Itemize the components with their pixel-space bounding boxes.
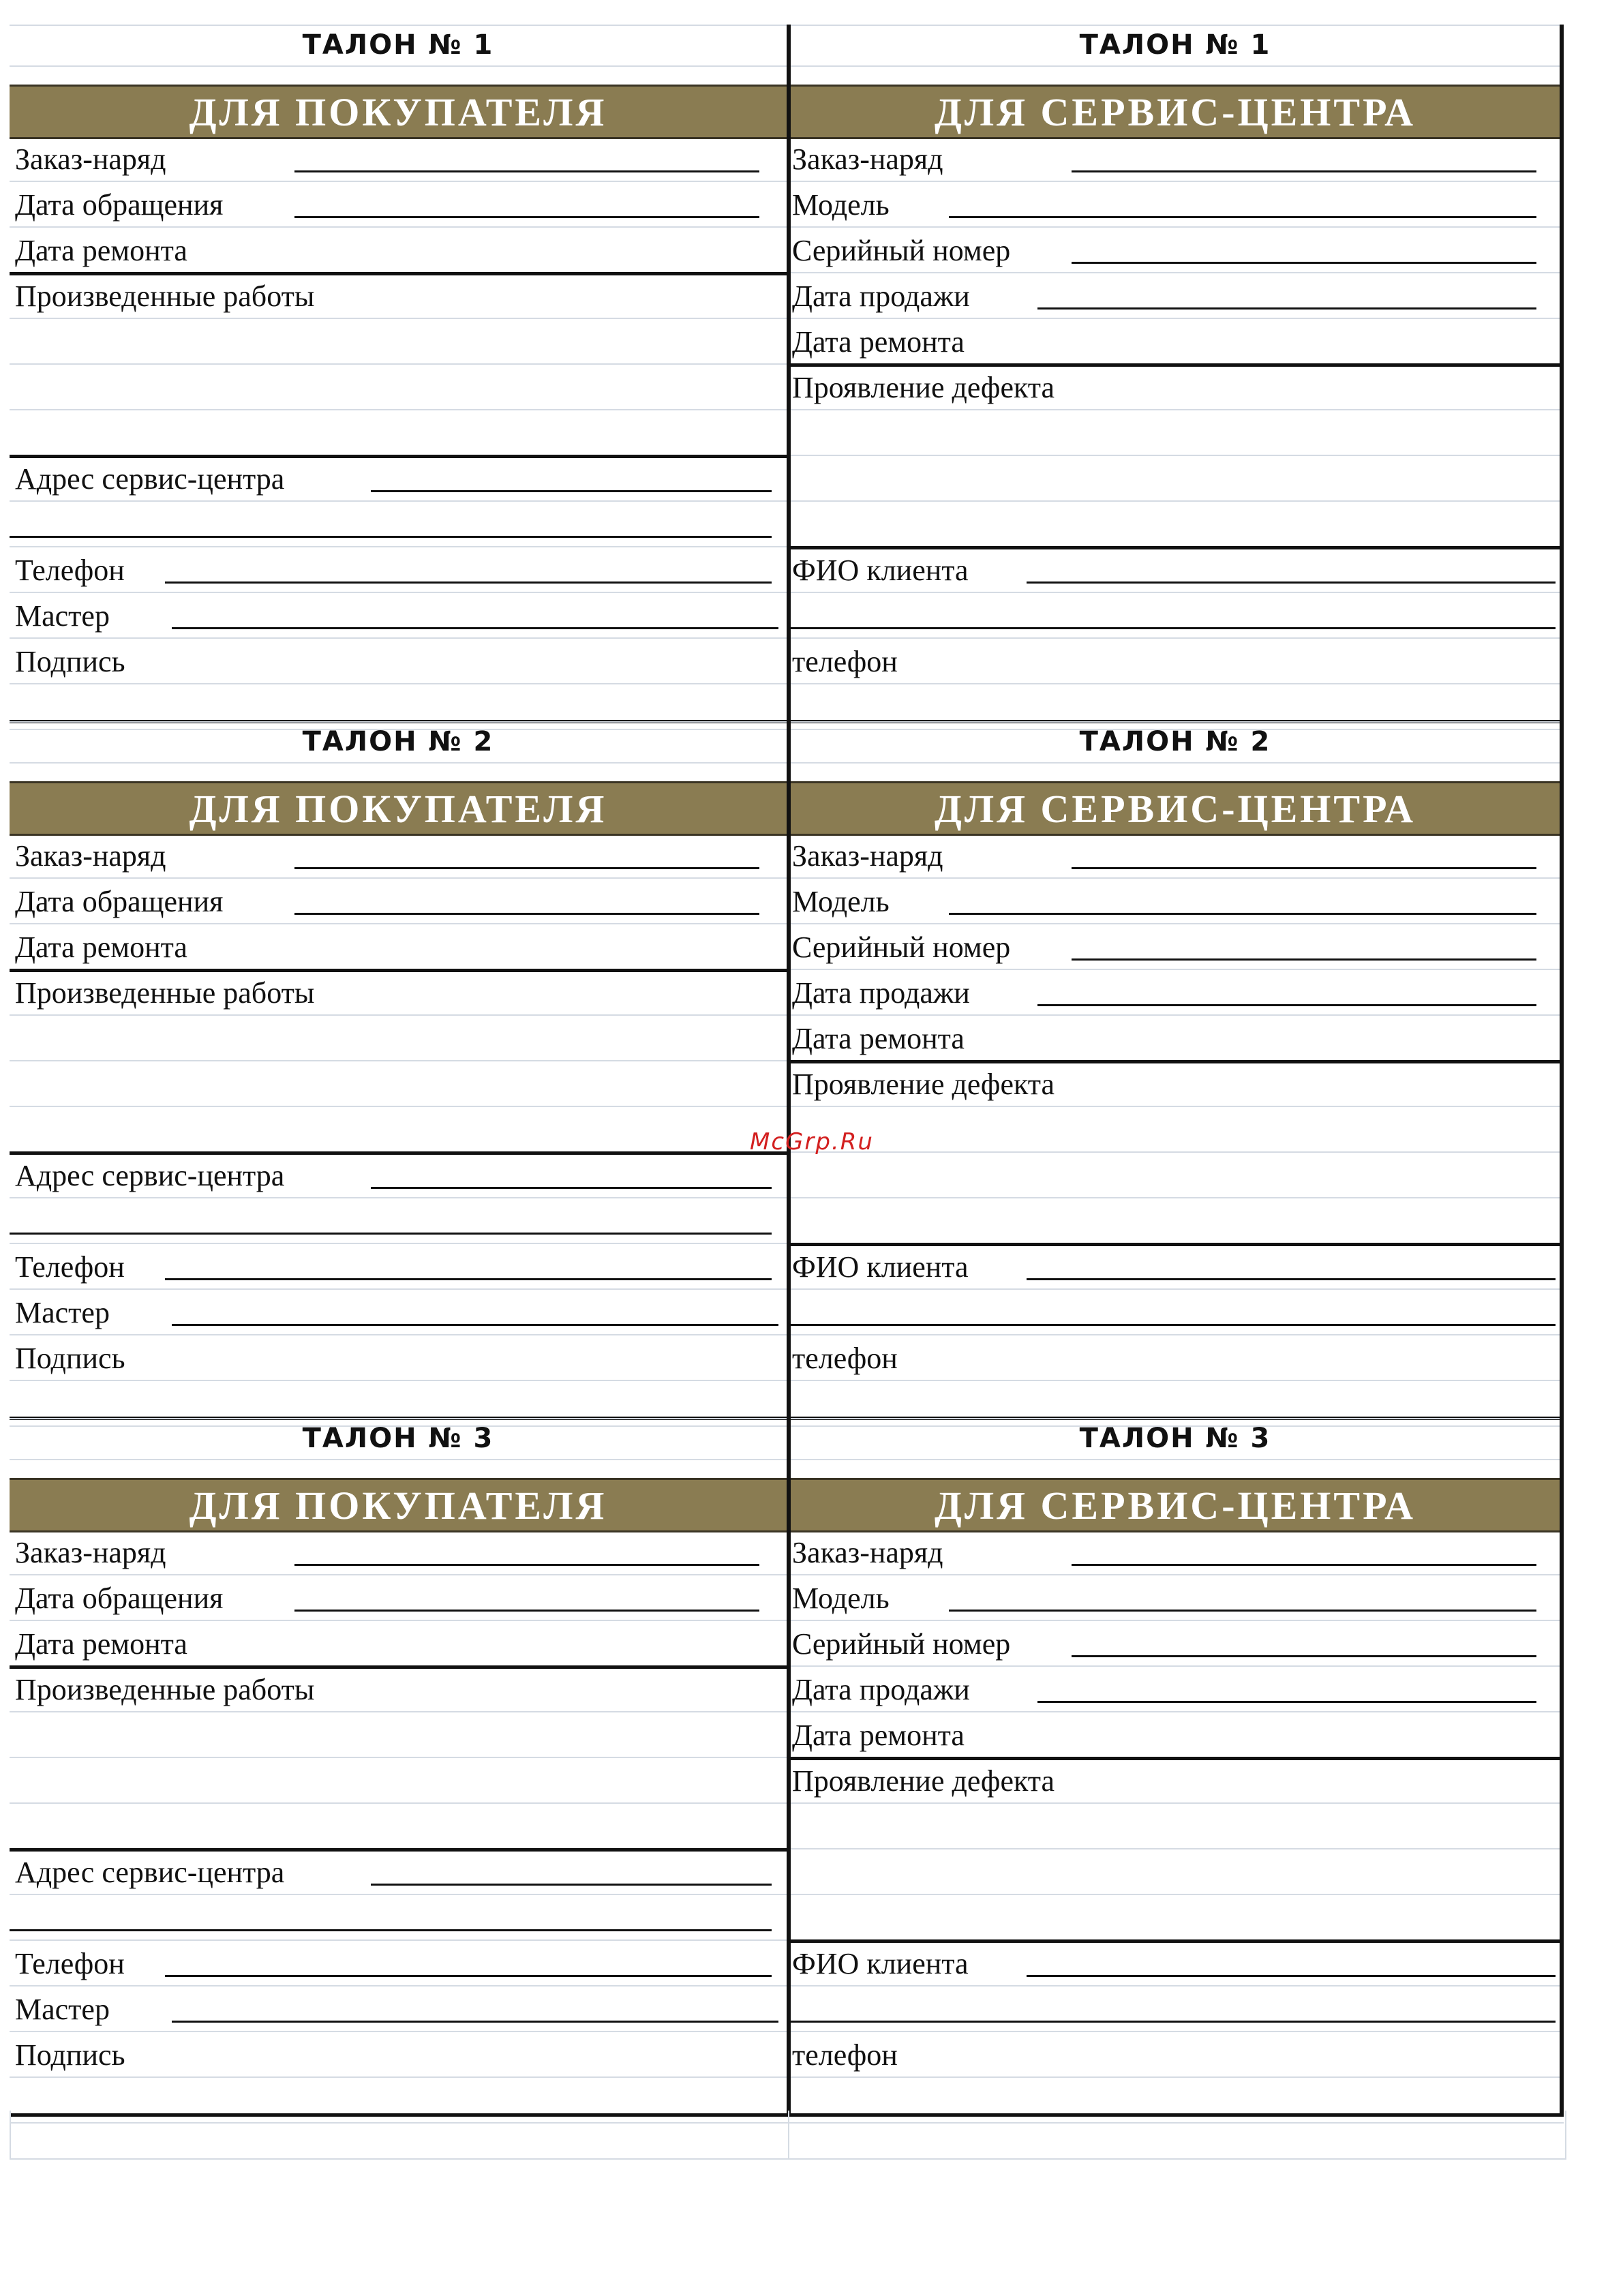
works-done-label: Произведенные работы — [15, 1673, 315, 1706]
service-coupon — [787, 721, 1564, 1418]
grid-line — [787, 65, 1564, 67]
grid-line — [10, 1197, 787, 1198]
repair-date-label: Дата ремонта — [15, 234, 187, 267]
section-divider — [787, 1939, 1564, 1943]
sale-date-field[interactable] — [1037, 307, 1536, 309]
service-address-label: Адрес сервис-центра — [15, 1856, 285, 1889]
client-name-field-2[interactable] — [787, 627, 1556, 629]
grid-line — [787, 1418, 1564, 1419]
section-header: ДЛЯ СЕРВИС-ЦЕНТРА — [787, 1478, 1564, 1532]
request-date-field[interactable] — [294, 913, 759, 915]
section-divider — [787, 1243, 1564, 1246]
grid-line — [10, 363, 787, 365]
client-name-field[interactable] — [1027, 1278, 1556, 1280]
coupon-1 — [10, 25, 1564, 721]
section-divider — [787, 363, 1564, 367]
section-divider — [10, 455, 787, 458]
section-header: ДЛЯ СЕРВИС-ЦЕНТРА — [787, 85, 1564, 139]
serial-number-field[interactable] — [1072, 262, 1536, 264]
right-border — [1560, 1418, 1564, 2115]
grid-line — [10, 1106, 787, 1107]
section-divider — [787, 1060, 1564, 1063]
service-address-field[interactable] — [371, 1884, 772, 1886]
order-number-field[interactable] — [1072, 1564, 1536, 1566]
grid-line — [10, 923, 787, 924]
signature-label: Подпись — [15, 2038, 125, 2072]
client-name-label: ФИО клиента — [792, 1250, 969, 1284]
grid-line — [787, 25, 1564, 26]
grid-line — [10, 1985, 787, 1987]
grid-line — [10, 683, 787, 684]
grid-line — [787, 1665, 1564, 1667]
grid-line — [787, 1802, 1564, 1804]
service-address-label: Адрес сервис-центра — [15, 1159, 285, 1192]
client-name-field[interactable] — [1027, 581, 1556, 584]
grid-line — [787, 1106, 1564, 1107]
request-date-field[interactable] — [294, 1610, 759, 1612]
grid-line — [10, 1757, 787, 1758]
grid-line — [787, 1711, 1564, 1712]
client-phone-label: телефон — [792, 1342, 898, 1375]
order-number-field[interactable] — [1072, 867, 1536, 869]
request-date-label: Дата обращения — [15, 1582, 224, 1615]
cut-line — [787, 1418, 791, 2115]
grid-line — [10, 1574, 787, 1575]
coupon-title: ТАЛОН № 3 — [1079, 1423, 1271, 1454]
master-label: Мастер — [15, 599, 110, 633]
grid-line — [787, 721, 1564, 723]
signature-label: Подпись — [15, 1342, 125, 1375]
grid-line — [10, 1288, 787, 1290]
grid-line — [10, 1894, 787, 1895]
client-phone-label: телефон — [792, 645, 898, 678]
grid-line — [787, 923, 1564, 924]
sale-date-label: Дата продажи — [792, 976, 970, 1010]
client-name-label: ФИО клиента — [792, 1947, 969, 1980]
grid-line — [10, 25, 787, 26]
order-number-label: Заказ-наряд — [792, 1536, 943, 1569]
cut-line — [787, 721, 791, 1418]
repair-date-label: Дата ремонта — [15, 931, 187, 964]
order-number-label: Заказ-наряд — [15, 839, 166, 873]
service-address-field-2[interactable] — [10, 1233, 772, 1235]
phone-field[interactable] — [165, 1975, 772, 1977]
right-border — [1560, 721, 1564, 1418]
phone-label: Телефон — [15, 1250, 125, 1284]
sale-date-field[interactable] — [1037, 1701, 1536, 1703]
repair-date-label: Дата ремонта — [15, 1627, 187, 1661]
model-field[interactable] — [949, 1610, 1536, 1612]
service-coupon — [787, 25, 1564, 721]
grid-line — [787, 1459, 1564, 1460]
request-date-label: Дата обращения — [15, 885, 224, 918]
repair-date-label: Дата ремонта — [792, 1022, 965, 1055]
grid-line — [787, 1894, 1564, 1895]
model-field[interactable] — [949, 216, 1536, 218]
model-label: Модель — [792, 885, 890, 918]
grid-line — [787, 1574, 1564, 1575]
section-divider — [10, 969, 787, 972]
phone-label: Телефон — [15, 1947, 125, 1980]
grid-line — [10, 1334, 787, 1335]
grid-line — [10, 2031, 787, 2032]
model-label: Модель — [792, 188, 890, 222]
grid-line — [10, 500, 787, 502]
watermark: McGrp.Ru — [750, 1128, 874, 1155]
serial-number-field[interactable] — [1072, 958, 1536, 961]
grid-line — [10, 1802, 787, 1804]
service-address-field[interactable] — [371, 490, 772, 492]
grid-line — [787, 2076, 1564, 2078]
grid-line — [10, 2076, 787, 2078]
grid-line — [787, 500, 1564, 502]
grid-line — [787, 1620, 1564, 1621]
model-label: Модель — [792, 1582, 890, 1615]
grid-line — [787, 2031, 1564, 2032]
section-divider — [10, 1665, 787, 1669]
right-border — [1560, 25, 1564, 721]
grid-line — [787, 181, 1564, 182]
grid-line — [787, 1151, 1564, 1153]
service-coupon — [787, 1418, 1564, 2115]
section-divider — [10, 1848, 787, 1852]
grid-line — [787, 592, 1564, 593]
grid-line — [10, 409, 787, 410]
grid-line — [10, 65, 787, 67]
grid-line — [787, 226, 1564, 228]
grid-line — [10, 721, 787, 723]
coupon-3 — [10, 1418, 1564, 2115]
order-number-field[interactable] — [1072, 170, 1536, 172]
buyer-coupon — [10, 1418, 787, 2115]
grid-line — [787, 409, 1564, 410]
grid-line — [10, 762, 787, 764]
grid-line — [787, 1197, 1564, 1198]
serial-number-label: Серийный номер — [792, 1627, 1011, 1661]
section-header: ДЛЯ ПОКУПАТЕЛЯ — [10, 85, 787, 139]
coupon-title: ТАЛОН № 1 — [1079, 29, 1271, 61]
repair-date-label: Дата ремонта — [792, 1719, 965, 1752]
grid-line — [787, 1848, 1564, 1849]
grid-line — [787, 762, 1564, 764]
grid-line — [10, 318, 787, 319]
coupon-sheet — [10, 25, 1564, 2134]
service-address-field-2[interactable] — [10, 536, 772, 538]
grid-line — [10, 1939, 787, 1941]
buyer-coupon — [10, 25, 787, 721]
grid-line — [787, 455, 1564, 456]
grid-line — [787, 683, 1564, 684]
grid-line — [787, 1288, 1564, 1290]
section-divider — [10, 272, 787, 275]
service-address-field[interactable] — [371, 1187, 772, 1189]
defect-label: Проявление дефекта — [792, 1068, 1055, 1101]
client-name-field[interactable] — [1027, 1975, 1556, 1977]
section-divider — [787, 1757, 1564, 1760]
master-field[interactable] — [172, 2021, 778, 2023]
works-done-label: Произведенные работы — [15, 976, 315, 1010]
order-number-field[interactable] — [294, 1564, 759, 1566]
coupon-2 — [10, 721, 1564, 1418]
master-label: Мастер — [15, 1993, 110, 2026]
serial-number-field[interactable] — [1072, 1655, 1536, 1657]
order-number-label: Заказ-наряд — [15, 142, 166, 176]
section-header: ДЛЯ СЕРВИС-ЦЕНТРА — [787, 781, 1564, 836]
phone-field[interactable] — [165, 581, 772, 584]
service-address-field-2[interactable] — [10, 1929, 772, 1931]
sale-date-label: Дата продажи — [792, 1673, 970, 1706]
grid-line — [787, 1334, 1564, 1335]
coupon-title: ТАЛОН № 3 — [302, 1423, 494, 1454]
client-name-field-2[interactable] — [787, 1324, 1556, 1326]
empty-row — [10, 2111, 1566, 2160]
section-header: ДЛЯ ПОКУПАТЕЛЯ — [10, 781, 787, 836]
serial-number-label: Серийный номер — [792, 931, 1011, 964]
grid-line — [10, 877, 787, 879]
cut-line — [787, 25, 791, 721]
repair-date-label: Дата ремонта — [792, 325, 965, 359]
grid-line — [10, 1459, 787, 1460]
defect-label: Проявление дефекта — [792, 1764, 1055, 1798]
order-number-field[interactable] — [294, 170, 759, 172]
grid-line — [10, 637, 787, 639]
client-name-label: ФИО клиента — [792, 554, 969, 587]
order-number-label: Заказ-наряд — [792, 142, 943, 176]
serial-number-label: Серийный номер — [792, 234, 1011, 267]
grid-line — [10, 1418, 787, 1419]
grid-line — [787, 1014, 1564, 1016]
works-done-label: Произведенные работы — [15, 280, 315, 313]
service-address-label: Адрес сервис-центра — [15, 462, 285, 496]
request-date-label: Дата обращения — [15, 188, 224, 222]
phone-field[interactable] — [165, 1278, 772, 1280]
grid-line — [10, 226, 787, 228]
model-field[interactable] — [949, 913, 1536, 915]
grid-line — [10, 1380, 787, 1381]
sale-date-label: Дата продажи — [792, 280, 970, 313]
grid-line — [10, 546, 787, 547]
coupon-title: ТАЛОН № 1 — [302, 29, 494, 61]
grid-line — [10, 1620, 787, 1621]
master-label: Мастер — [15, 1296, 110, 1329]
master-field[interactable] — [172, 1324, 778, 1326]
grid-line — [787, 318, 1564, 319]
defect-label: Проявление дефекта — [792, 371, 1055, 404]
coupon-title: ТАЛОН № 2 — [1079, 726, 1271, 757]
section-header: ДЛЯ ПОКУПАТЕЛЯ — [10, 1478, 787, 1532]
order-number-field[interactable] — [294, 867, 759, 869]
signature-label: Подпись — [15, 645, 125, 678]
sale-date-field[interactable] — [1037, 1004, 1536, 1006]
grid-line — [10, 592, 787, 593]
request-date-field[interactable] — [294, 216, 759, 218]
grid-line — [787, 877, 1564, 879]
grid-line — [10, 1711, 787, 1712]
client-name-field-2[interactable] — [787, 2021, 1556, 2023]
phone-label: Телефон — [15, 554, 125, 587]
order-number-label: Заказ-наряд — [15, 1536, 166, 1569]
grid-line — [10, 181, 787, 182]
master-field[interactable] — [172, 627, 778, 629]
grid-line — [787, 272, 1564, 273]
grid-line — [787, 969, 1564, 970]
grid-line — [787, 1985, 1564, 1987]
grid-line — [10, 1060, 787, 1061]
buyer-coupon — [10, 721, 787, 1418]
order-number-label: Заказ-наряд — [792, 839, 943, 873]
grid-line — [787, 637, 1564, 639]
section-divider — [787, 546, 1564, 549]
empty-row-divider — [788, 2111, 789, 2158]
grid-line — [10, 1243, 787, 1244]
section-divider — [10, 1151, 787, 1155]
grid-line — [787, 1380, 1564, 1381]
client-phone-label: телефон — [792, 2038, 898, 2072]
grid-line — [10, 1014, 787, 1016]
coupon-title: ТАЛОН № 2 — [302, 726, 494, 757]
